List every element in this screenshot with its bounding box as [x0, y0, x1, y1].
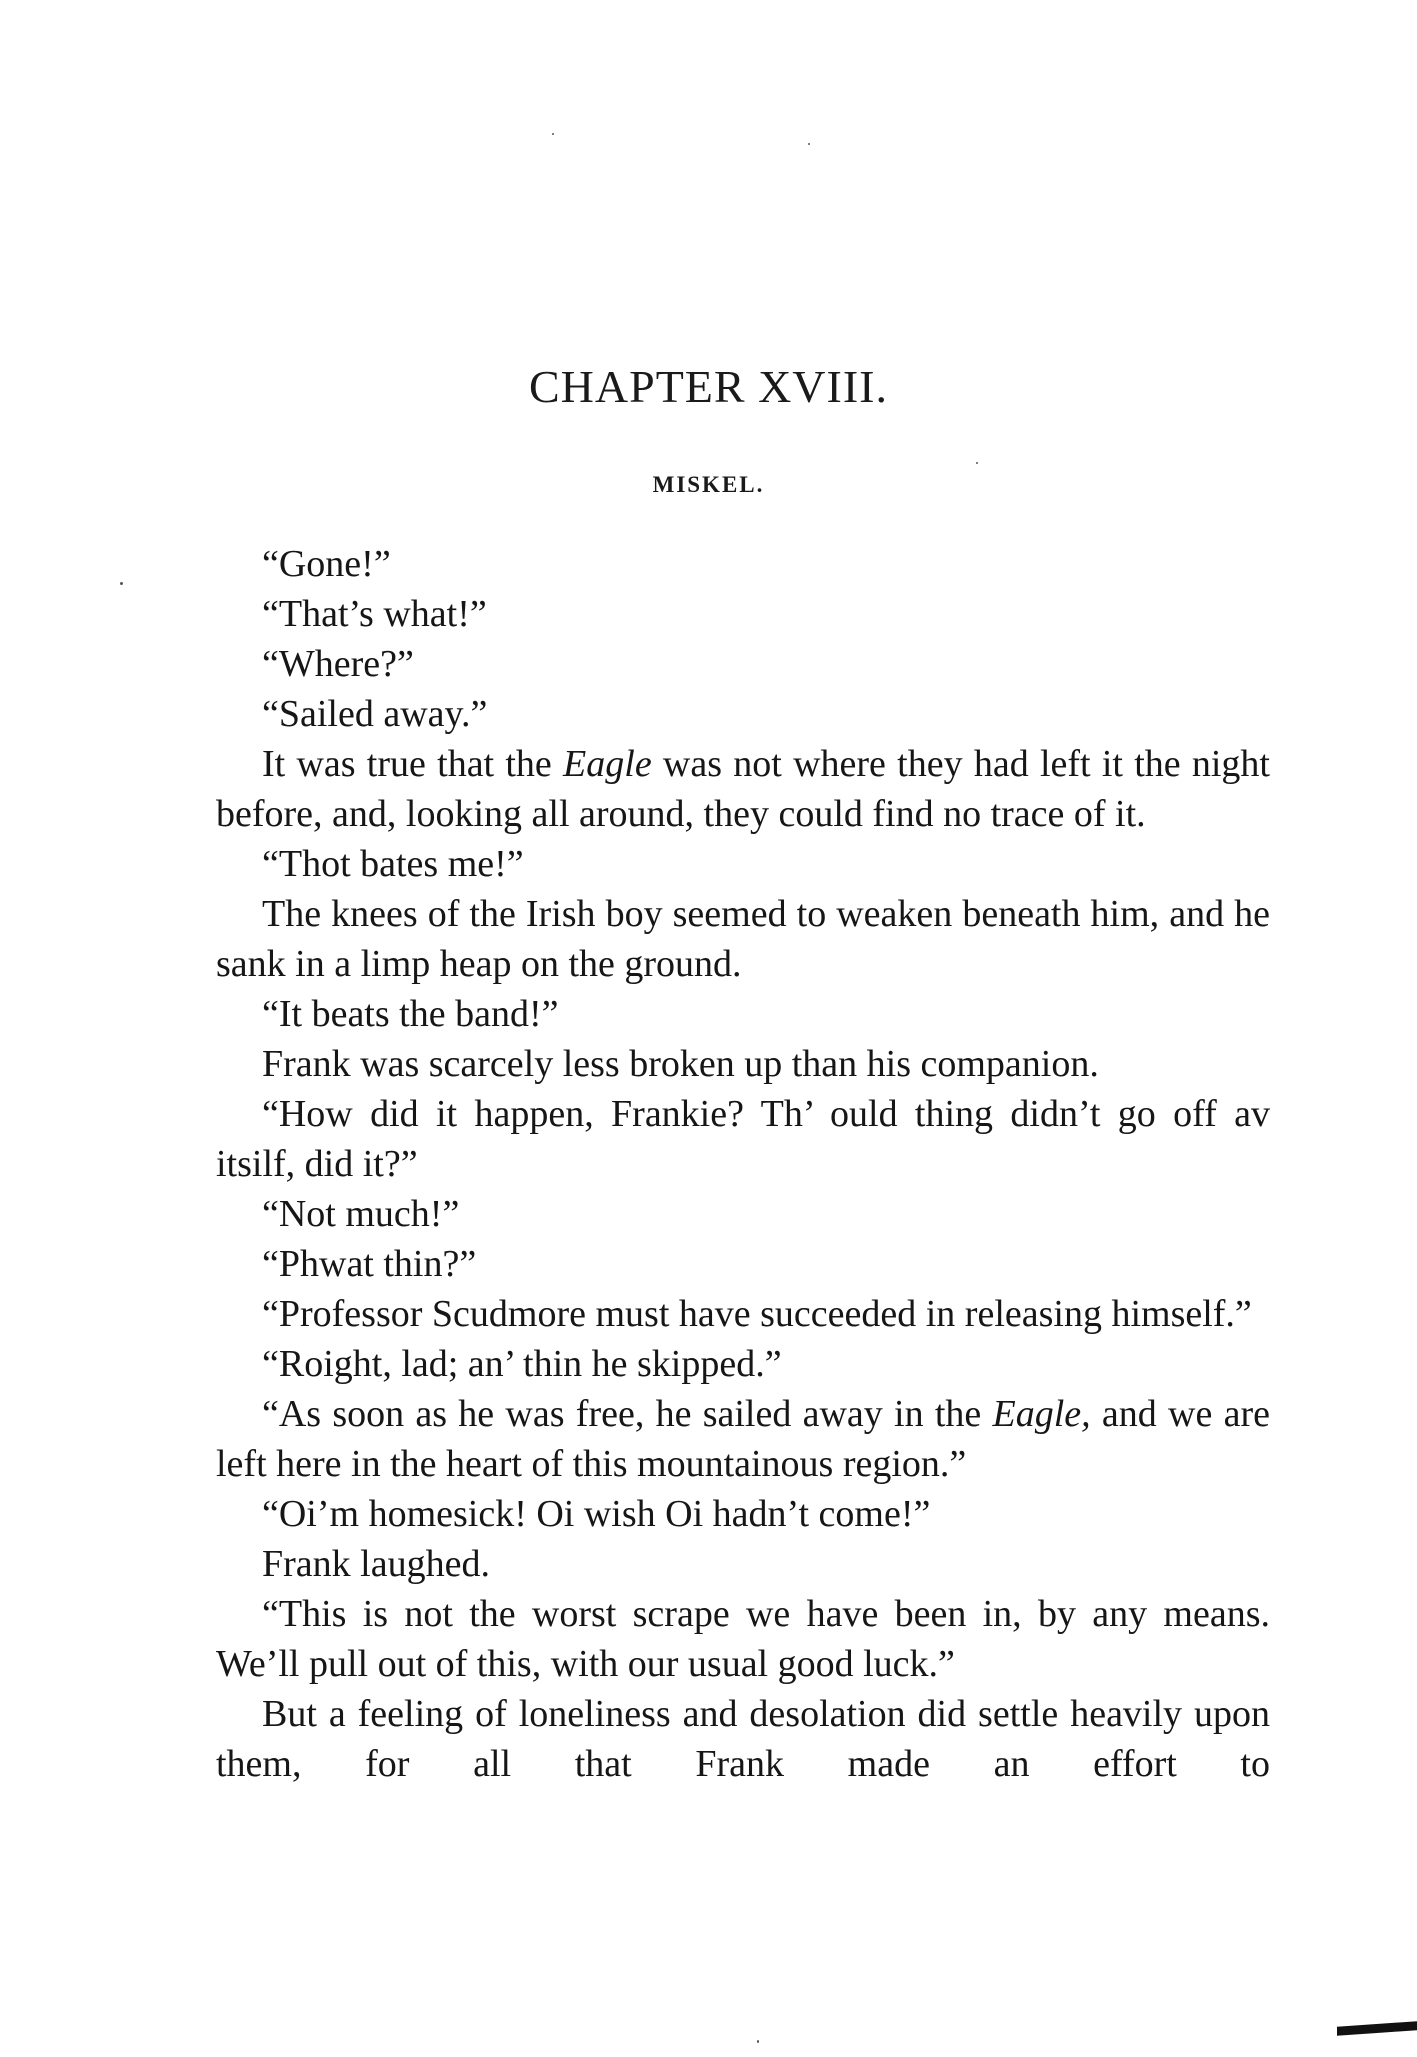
paragraph: “Oi’m homesick! Oi wish Oi hadn’t come!”	[262, 1493, 931, 1535]
paragraph-text: and we are left here in the heart of this mountainous region.”	[216, 1393, 1271, 1485]
paragraph: “That’s what!”	[262, 593, 487, 635]
paragraph: “This is not the worst scrape we have been in, by any means. We’ll pull out of this, with our usual good luck.”	[216, 1593, 1270, 1685]
page-speck	[552, 133, 554, 135]
page-speck	[976, 462, 978, 464]
paragraph: Frank laughed.	[262, 1543, 490, 1585]
paragraph: “Sailed away.”	[262, 693, 488, 735]
paragraph: “Gone!”	[262, 543, 391, 585]
paragraph: “Roight, lad; an’ thin he skipped.”	[262, 1343, 782, 1385]
page-speck	[808, 143, 810, 145]
ship-name: Eagle,	[992, 1393, 1091, 1435]
paragraph-text: “As soon as he was free, he sailed away in the	[262, 1393, 993, 1435]
page-speck	[120, 582, 123, 585]
paragraph	[216, 1389, 1270, 1489]
paragraph: “Thot bates me!”	[262, 843, 524, 885]
page-speck	[757, 2040, 759, 2043]
paragraph: “Phwat thin?”	[262, 1243, 477, 1285]
ship-name: Eagle	[563, 743, 652, 785]
paragraph	[216, 739, 1270, 839]
paragraph: But a feeling of loneliness and desolation did settle heavily upon them, for all that Frank made an effort to	[216, 1693, 1270, 1785]
paragraph: “Where?”	[262, 643, 414, 685]
body-text	[216, 539, 1270, 1789]
paragraph: “Professor Scudmore must have succeeded in releasing himself.”	[262, 1293, 1252, 1335]
paragraph: “Not much!”	[262, 1193, 460, 1235]
paragraph-text: It was true that the	[262, 743, 564, 785]
paragraph: The knees of the Irish boy seemed to weaken beneath him, and he sank in a limp heap on the ground.	[216, 893, 1270, 985]
chapter-heading: CHAPTER XVIII.	[529, 361, 888, 412]
paragraph-text: was not where they had left it the night before, and, looking all around, they could find no trace of it.	[216, 743, 1270, 835]
paragraph: “How did it happen, Frankie? Th’ ould thing didn’t go off av itsilf, did it?”	[216, 1093, 1270, 1185]
paragraph: Frank was scarcely less broken up than his companion.	[262, 1043, 1099, 1085]
paragraph: “It beats the band!”	[262, 993, 559, 1035]
chapter-subtitle: MISKEL.	[652, 472, 765, 497]
page-edge-mark	[1337, 2021, 1417, 2036]
